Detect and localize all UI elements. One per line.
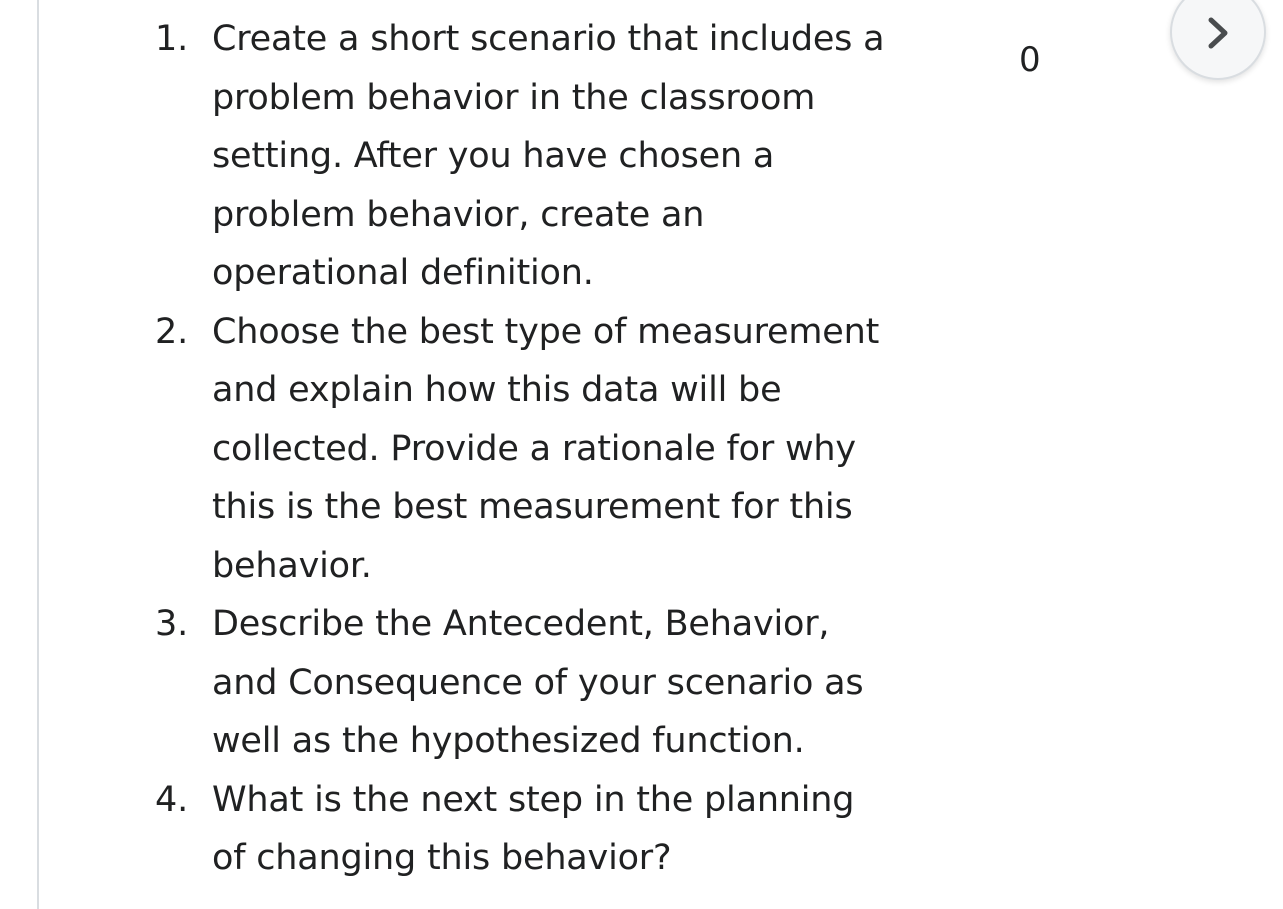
list-item-text bbox=[212, 303, 950, 596]
list-item-4 bbox=[150, 771, 950, 888]
text-line: What is the next step in the planning bbox=[212, 779, 855, 820]
list-item-text bbox=[212, 10, 950, 303]
list-number: 1. bbox=[155, 19, 188, 59]
text-line: Create a short scenario that includes a bbox=[212, 19, 885, 59]
left-border-rule bbox=[37, 0, 39, 909]
text-line: of changing this behavior? bbox=[212, 838, 672, 878]
chevron-right-icon bbox=[1206, 16, 1232, 50]
list-item-text bbox=[212, 595, 950, 771]
text-line: Describe the Antecedent, Behavior, bbox=[212, 604, 830, 644]
list-item-1 bbox=[150, 10, 950, 303]
list-item-text bbox=[212, 771, 950, 888]
text-line: setting. After you have chosen a bbox=[212, 136, 775, 176]
text-line: collected. Provide a rationale for why bbox=[212, 428, 856, 469]
list-number: 4. bbox=[155, 779, 188, 820]
list-item-2 bbox=[150, 303, 950, 596]
list-item-3 bbox=[150, 595, 950, 771]
text-line: and Consequence of your scenario as bbox=[212, 662, 864, 703]
instructions-list bbox=[150, 10, 950, 888]
text-line: Choose the best type of measurement bbox=[212, 311, 880, 352]
list-number: 2. bbox=[155, 311, 188, 352]
text-line: behavior. bbox=[212, 545, 372, 586]
list-number: 3. bbox=[155, 604, 188, 644]
text-line: problem behavior in the classroom bbox=[212, 77, 816, 118]
text-line: this is the best measurement for this bbox=[212, 487, 853, 527]
score-value: 0 bbox=[1019, 40, 1041, 80]
text-line: and explain how this data will be bbox=[212, 370, 782, 410]
text-line: operational definition. bbox=[212, 253, 594, 293]
text-line: well as the hypothesized function. bbox=[212, 721, 805, 761]
next-button[interactable] bbox=[1170, 0, 1266, 80]
text-line: problem behavior, create an bbox=[212, 194, 705, 235]
